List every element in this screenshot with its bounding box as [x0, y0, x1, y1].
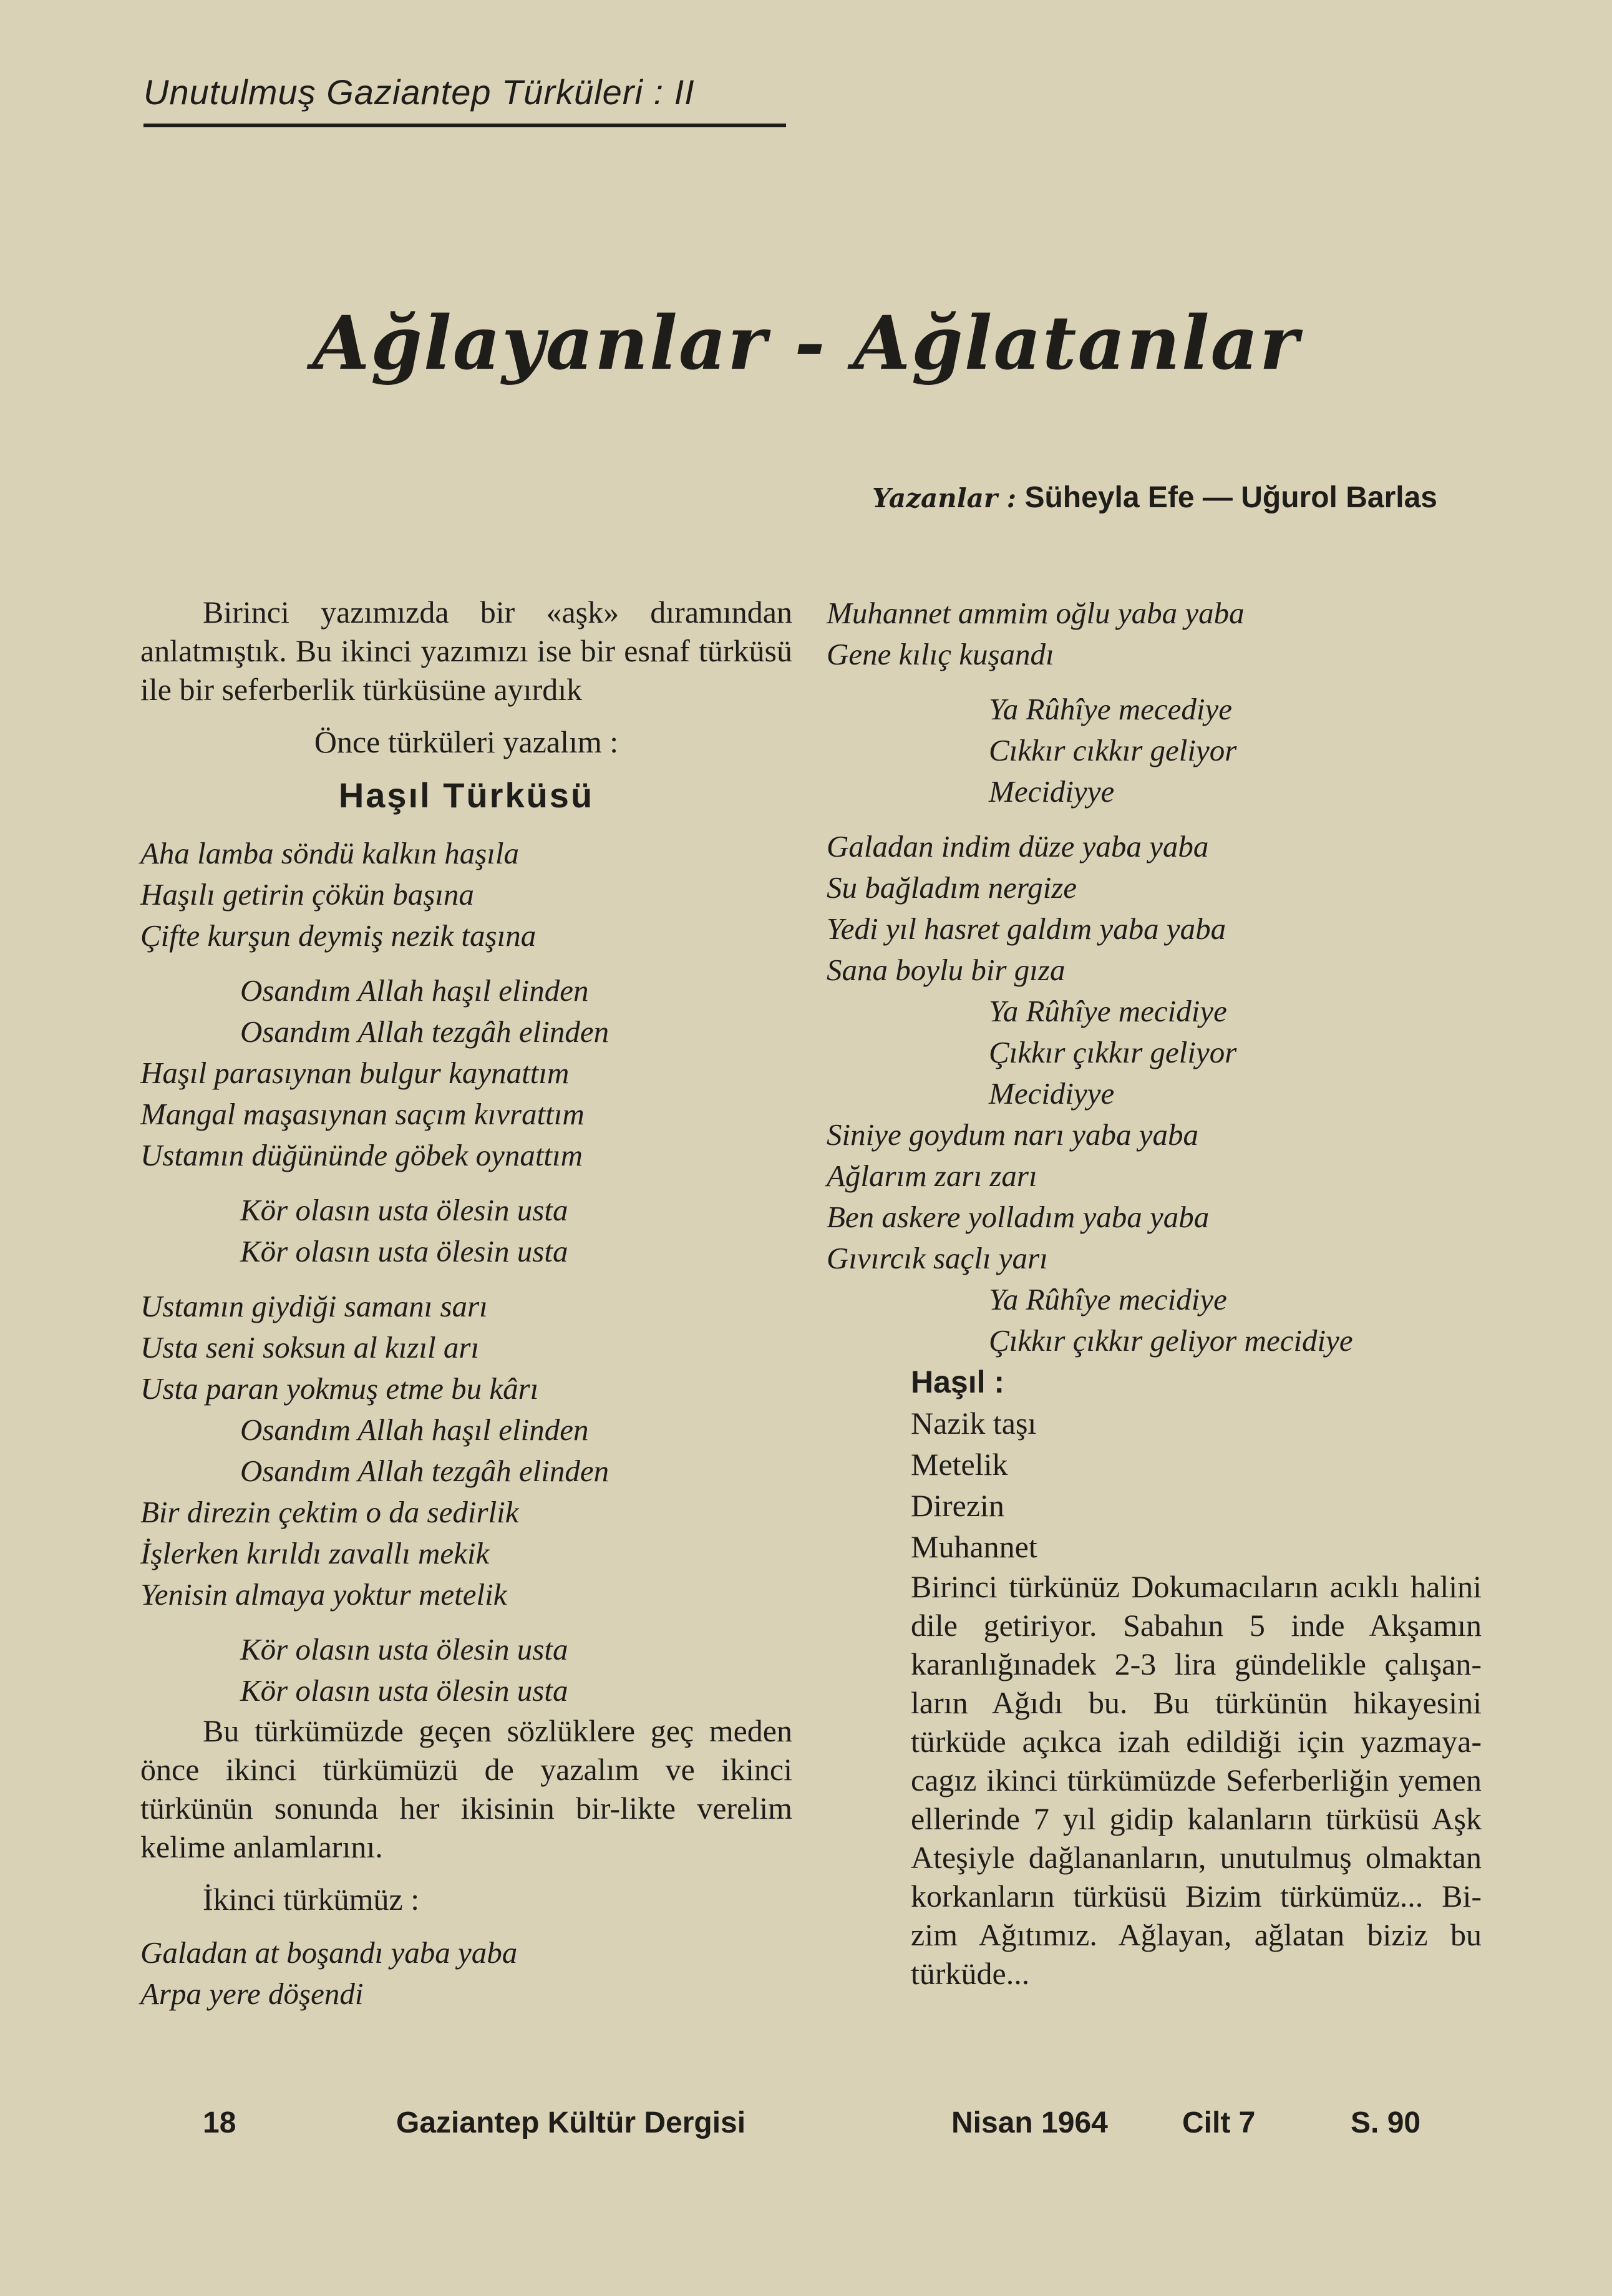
verse-line: Gıvırcık saçlı yarı — [827, 1241, 1048, 1275]
refrain-line: Osandım Allah tezgâh elinden — [240, 1454, 609, 1488]
verse-line: Ben askere yolladım yaba yaba — [827, 1200, 1210, 1234]
refrain-line: Çıkkır çıkkır geliyor — [989, 1035, 1237, 1069]
verse-line: Sana boylu bir gıza — [827, 953, 1066, 987]
page-number: 18 — [203, 2106, 236, 2139]
verse-line: Yenisin almaya yoktur metelik — [140, 1577, 507, 1612]
byline — [872, 480, 1437, 515]
refrain-line: Kör olasın usta ölesin usta — [240, 1673, 568, 1708]
refrain-line: Ya Rûhîye mecediye — [989, 692, 1233, 726]
glossary — [827, 1361, 1482, 1567]
verse-line: Aha lamba söndü kalkın haşıla — [140, 836, 520, 870]
header-rule — [143, 124, 786, 127]
refrain-line: Kör olasın usta ölesin usta — [240, 1234, 568, 1268]
verse-line: İşlerken kırıldı zavallı mekik — [140, 1536, 490, 1570]
right-column — [827, 593, 1482, 1993]
issue-number: S. 90 — [1351, 2106, 1421, 2139]
verse-line: Bir direzin çektim o da sedirlik — [140, 1495, 519, 1529]
verse-line: Ustamın giydiği samanı sarı — [140, 1289, 488, 1323]
journal-name: Gaziantep Kültür Dergisi — [396, 2106, 746, 2139]
glossary-item: Nazik taşı — [911, 1406, 1037, 1441]
byline-label: Yazanlar : — [872, 483, 1017, 513]
second-prompt: İkinci türkümüz : — [203, 1882, 420, 1917]
verse-line: Haşıl parasıynan bulgur kaynattım — [140, 1056, 570, 1090]
verse-line: Arpa yere döşendi — [140, 1977, 364, 2011]
volume: Cilt 7 — [1182, 2106, 1256, 2139]
verse-line: Çifte kurşun deymiş nezik taşına — [140, 918, 537, 953]
glossary-item: Muhannet — [911, 1529, 1037, 1564]
bridge-paragraph: Bu türkümüzde geçen sözlüklere geç meden önce ikinci türkümüzü de yazalım ve ikinci türkünün sonunda her ikisinin bir-likte verelim kelime anlamlarını. — [140, 1713, 792, 1864]
verse-line: Mangal maşasıynan saçım kıvrattım — [140, 1097, 585, 1131]
byline-authors: Süheyla Efe — Uğurol Barlas — [1024, 481, 1437, 514]
song-title: Haşıl Türküsü — [338, 776, 595, 815]
verse-line: Siniye goydum narı yaba yaba — [827, 1117, 1199, 1152]
verse-line: Galadan at boşandı yaba yaba — [140, 1935, 518, 1970]
verse-line: Ağlarım zarı zarı — [827, 1159, 1037, 1193]
refrain-line: Mecidiyye — [989, 1076, 1115, 1111]
refrain-line: Osandım Allah haşıl elinden — [240, 973, 589, 1008]
refrain-line: Çıkkır çıkkır geliyor mecidiye — [989, 1323, 1353, 1358]
article-title: Ağlayanlar - Ağlatanlar — [312, 299, 1300, 386]
issue-date: Nisan 1964 — [951, 2106, 1108, 2139]
verse-line: Muhannet ammim oğlu yaba yaba — [827, 596, 1245, 630]
refrain-line: Mecidiyye — [989, 774, 1115, 809]
verse-line: Haşılı getirin çökün başına — [140, 877, 474, 912]
prompt-text: Önce türküleri yazalım : — [314, 724, 619, 759]
refrain-line: Kör olasın usta ölesin usta — [240, 1193, 568, 1227]
verse-line: Su bağladım nergize — [827, 870, 1077, 905]
running-title: Unutulmuş Gaziantep Türküleri : II — [143, 72, 695, 112]
verse-line: Usta paran yokmuş etme bu kârı — [140, 1371, 539, 1406]
glossary-item: Metelik — [911, 1447, 1008, 1482]
verse-line: Galadan indim düze yaba yaba — [827, 829, 1209, 863]
verse-line: Usta seni soksun al kızıl arı — [140, 1330, 480, 1364]
verse-line: Yedi yıl hasret galdım yaba yaba — [827, 912, 1226, 946]
glossary-item: Direzin — [911, 1488, 1004, 1523]
refrain-line: Cıkkır cıkkır geliyor — [989, 733, 1237, 767]
intro-paragraph: Birinci yazımızda bir «aşk» dıramından anlatmıştık. Bu ikinci yazımızı ise bir esnaf türküsü ile bir seferberlik türküsüne ayırdık — [140, 595, 792, 707]
refrain-line: Kör olasın usta ölesin usta — [240, 1632, 568, 1666]
closing-paragraph: Birinci türkünüz Dokumacıların acıklı halini dile getiriyor. Sabahın 5 inde Akşamın karanlığınadek 2-3 lira gündelikle çalışan-ların Ağıdı bu. Bu türkünün hikayesini türküde açıkca izah edildiği için yazmaya-cagız ikinci türkümüzde Seferberliğin yemen ellerinde 7 yıl gidip kalanların türküsü Aşk Ateşiyle dağlananların, unutulmuş olmaktan korkanların türküsü Bizim türkümüz... Bi-zim Ağıtımız. Ağlayan, ağlatan biziz bu türküde... — [911, 1569, 1482, 1991]
refrain-line: Ya Rûhîye mecidiye — [989, 994, 1227, 1028]
refrain-line: Osandım Allah haşıl elinden — [240, 1413, 589, 1447]
verse-line: Ustamın düğününde göbek oynattım — [140, 1138, 583, 1172]
glossary-term: Haşıl : — [911, 1364, 1005, 1399]
refrain-line: Osandım Allah tezgâh elinden — [240, 1014, 609, 1049]
left-column — [140, 593, 792, 2015]
verse-line: Gene kılıç kuşandı — [827, 637, 1054, 671]
refrain-line: Ya Rûhîye mecidiye — [989, 1282, 1227, 1316]
